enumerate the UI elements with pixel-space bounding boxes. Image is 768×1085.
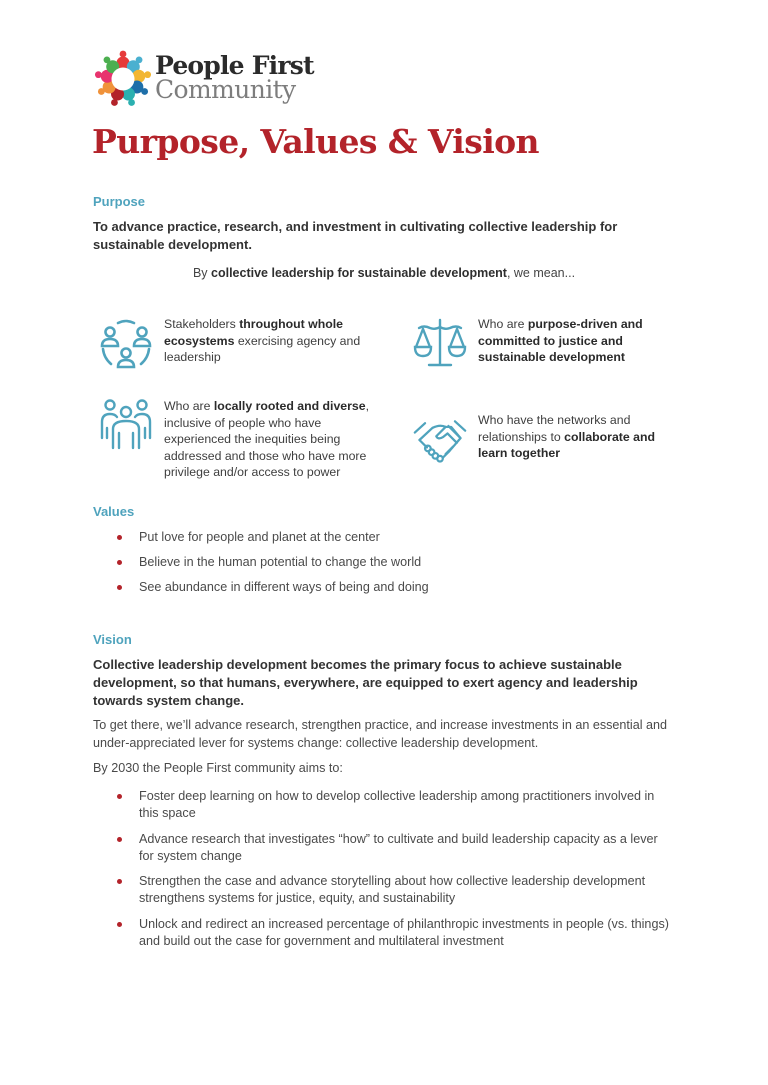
brand-name-line1: People First bbox=[155, 51, 314, 80]
vision-intro: By 2030 the People First community aims to: bbox=[93, 761, 343, 775]
feature-text bbox=[164, 398, 379, 481]
feature-text-segment: Stakeholders bbox=[164, 317, 240, 331]
feature-emphasis: purpose-driven and committed to justice and sustainable development bbox=[478, 317, 643, 364]
values-list bbox=[93, 529, 429, 604]
list-item: Foster deep learning on how to develop collective leadership among practitioners involved in this space bbox=[93, 788, 674, 822]
handshake-icon bbox=[412, 412, 468, 468]
list-item: Unlock and redirect an increased percentage of philanthropic investments in people (vs. things) and build out the case for government and multilateral investment bbox=[93, 916, 674, 950]
vision-heading: Vision bbox=[93, 632, 132, 647]
feature-stakeholders bbox=[98, 316, 388, 372]
definition-caption bbox=[0, 266, 768, 280]
feature-emphasis: collaborate and learn together bbox=[478, 429, 656, 460]
brand-name-line2: Community bbox=[155, 75, 296, 104]
list-item: Advance research that investigates “how” to cultivate and build leadership capacity as a lever for system change bbox=[93, 831, 674, 865]
brand-logo bbox=[95, 48, 314, 108]
brand-wordmark bbox=[155, 51, 314, 104]
logo-person-head bbox=[95, 71, 102, 78]
community-circle-logo-icon bbox=[95, 48, 151, 108]
logo-person-head bbox=[144, 71, 151, 78]
feature-locally-rooted bbox=[98, 398, 388, 481]
feature-text-segment: exercising agency and leadership bbox=[164, 333, 361, 364]
logo-person-head bbox=[120, 51, 127, 58]
list-item: Put love for people and planet at the center bbox=[93, 529, 429, 546]
feature-text bbox=[478, 412, 673, 462]
vision-statement: Collective leadership development becomes the primary focus to achieve sustainable development, so that humans, everywhere, are equipped to exert agency and leadership towards system change. bbox=[93, 657, 638, 708]
caption-suffix: , we mean... bbox=[506, 266, 576, 280]
list-item: Strengthen the case and advance storytelling about how collective leadership development strengthens systems for justice, equity, and sustainability bbox=[93, 873, 674, 907]
feature-text-segment: Who are bbox=[478, 317, 528, 331]
caption-prefix: By bbox=[192, 266, 212, 280]
feature-emphasis: locally rooted and diverse bbox=[213, 399, 366, 413]
purpose-statement: To advance practice, research, and investment in cultivating collective leadership for sustainable development. bbox=[93, 219, 618, 252]
feature-emphasis: throughout whole ecosystems bbox=[164, 317, 344, 348]
feature-collaborate bbox=[412, 412, 692, 468]
values-heading: Values bbox=[93, 504, 135, 519]
goals-list bbox=[93, 788, 674, 958]
purpose-heading: Purpose bbox=[93, 194, 146, 209]
page-title: Purpose, Values & Vision bbox=[92, 122, 539, 161]
caption-emphasis: collective leadership for sustainable development bbox=[211, 266, 507, 280]
feature-text-segment: , inclusive of people who have experienced the inequities being addressed and those who have more privilege and/or access to power bbox=[164, 399, 370, 479]
feature-text-segment: Who have the networks and relationships to bbox=[478, 413, 631, 444]
list-item: Believe in the human potential to change the world bbox=[93, 554, 429, 571]
feature-text bbox=[164, 316, 364, 366]
feature-purpose-driven bbox=[412, 316, 692, 372]
vision-paragraph: To get there, we’ll advance research, strengthen practice, and increase investments in an essential and under-appreciated lever for systems change: collective leadership development. bbox=[93, 718, 668, 750]
list-item: See abundance in different ways of being and doing bbox=[93, 579, 429, 596]
logo-center bbox=[112, 68, 135, 91]
feature-text bbox=[478, 316, 673, 366]
justice-scales-icon bbox=[412, 316, 468, 372]
feature-text-segment: Who are bbox=[164, 399, 214, 413]
diverse-group-icon bbox=[98, 398, 154, 454]
stakeholders-circle-icon bbox=[98, 316, 154, 372]
